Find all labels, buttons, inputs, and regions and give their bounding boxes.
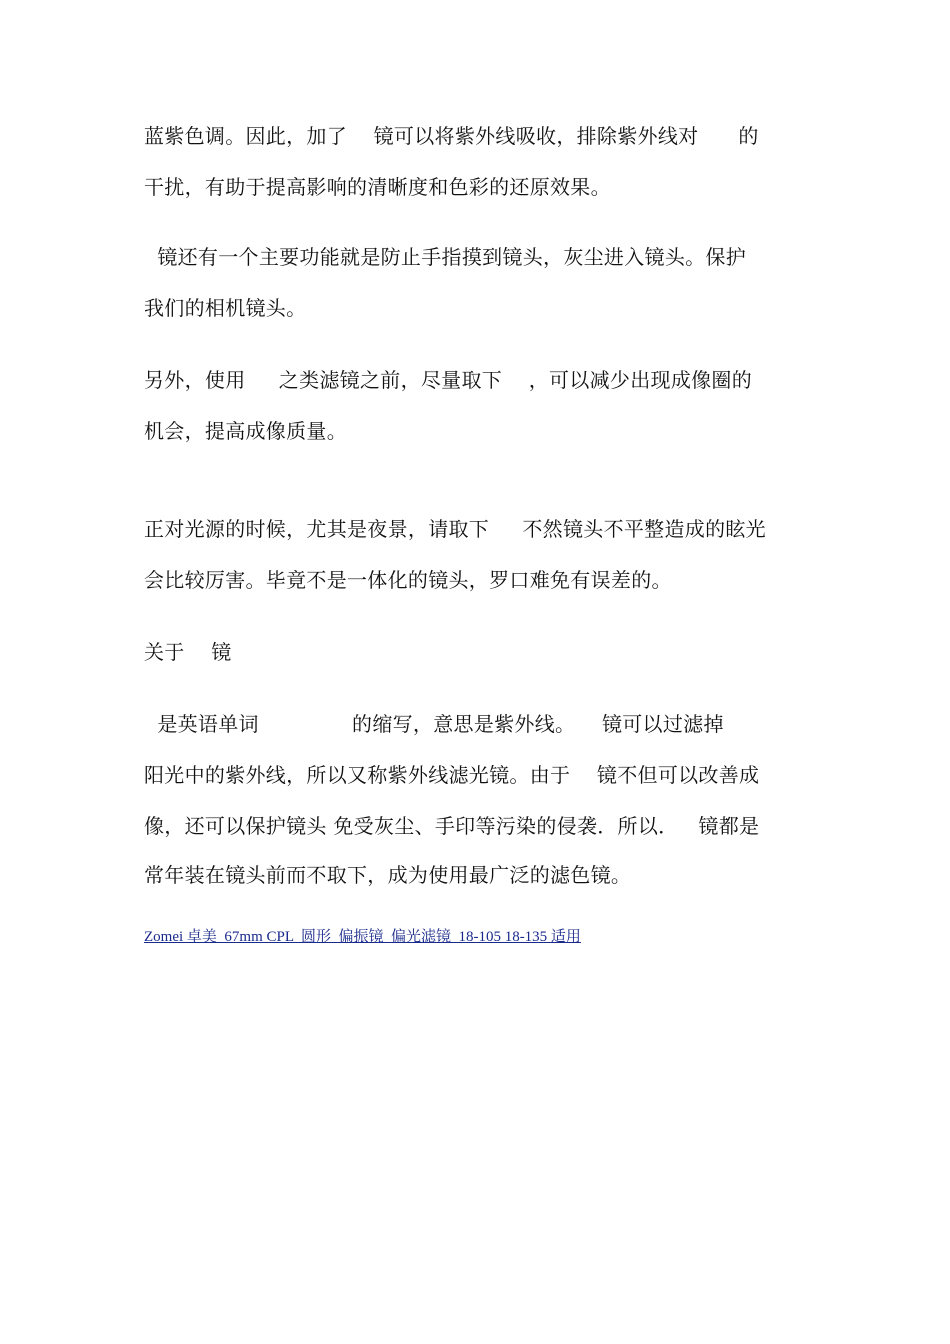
- paragraph-6-line-2: 阳光中的紫外线，所以又称紫外线滤光镜。由于 镜不但可以改善成: [144, 763, 760, 787]
- section-heading: 关于 镜: [144, 640, 232, 664]
- paragraph-1-line-2: 干扰，有助于提高影响的清晰度和色彩的还原效果。: [144, 175, 611, 199]
- paragraph-4-line-1: 正对光源的时候，尤其是夜景，请取下 不然镜头不平整造成的眩光: [144, 517, 766, 541]
- paragraph-1-line-1: 蓝紫色调。因此，加了 镜可以将紫外线吸收，排除紫外线对 的: [144, 124, 759, 148]
- paragraph-4-line-2: 会比较厉害。毕竟不是一体化的镜头，罗口难免有误差的。: [144, 568, 672, 592]
- paragraph-2-line-1: 镜还有一个主要功能就是防止手指摸到镜头，灰尘进入镜头。保护: [144, 245, 747, 269]
- paragraph-3-line-2: 机会，提高成像质量。: [144, 419, 347, 443]
- paragraph-3-line-1: 另外，使用 之类滤镜之前，尽量取下 ，可以减少出现成像圈的: [144, 368, 753, 392]
- paragraph-2-line-2: 我们的相机镜头。: [144, 296, 307, 320]
- paragraph-6-line-3: 像，还可以保护镜头 免受灰尘、手印等污染的侵袭．所以． 镜都是: [144, 814, 760, 838]
- paragraph-6-line-1: 是英语单词 的缩写，意思是紫外线。 镜可以过滤掉: [144, 712, 724, 736]
- paragraph-6-line-4: 常年装在镜头前而不取下，成为使用最广泛的滤色镜。: [144, 863, 632, 887]
- product-link[interactable]: Zomei 卓美 67mm CPL 圆形 偏振镜 偏光滤镜 18-105 18-135 适用: [144, 929, 581, 945]
